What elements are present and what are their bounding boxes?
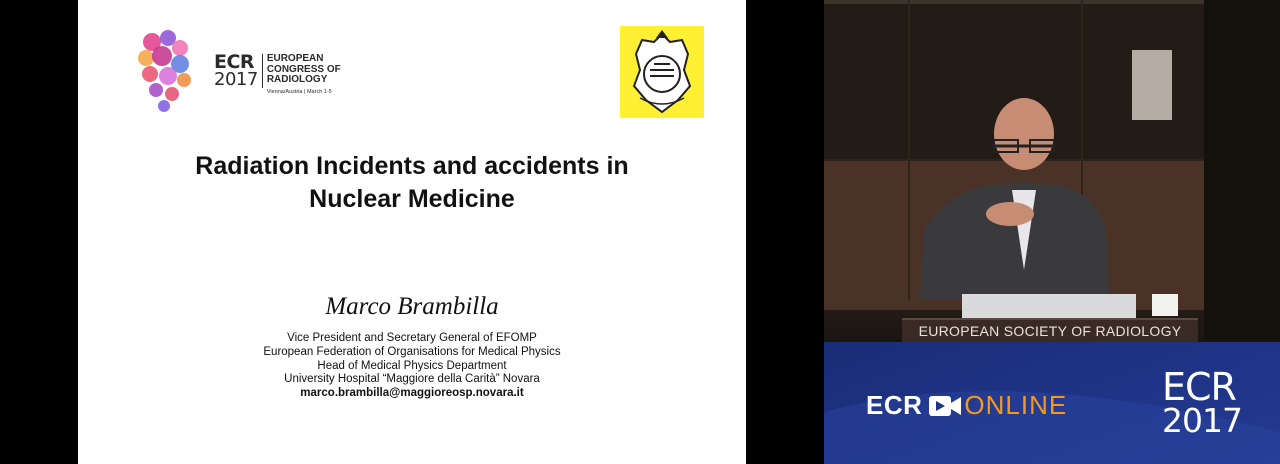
ecr-online-brand — [866, 390, 1067, 421]
speaker-video-frame — [824, 0, 1280, 342]
logo-line-1: EUROPEAN — [266, 53, 324, 64]
logo-line-2: CONGRESS OF — [266, 63, 341, 75]
affiliation-line: Head of Medical Physics Department — [317, 359, 507, 372]
ecr-online-banner — [824, 342, 1280, 464]
banner-year-text: 2017 — [1162, 401, 1242, 440]
author-affiliation — [78, 332, 746, 401]
university-seal-logo — [620, 26, 704, 118]
logo-location: Vienna/Austria | March 1-5 — [266, 88, 332, 95]
ecr-2017-logo — [134, 26, 344, 118]
logo-ecr-text: ECR — [214, 51, 255, 73]
slide-title-line-1: Radiation Incidents and accidents in — [195, 152, 629, 180]
logo-line-3: RADIOLOGY — [266, 74, 328, 85]
author-email: marco.brambilla@maggioreosp.novara.it — [300, 387, 524, 400]
slide-title-line-2: Nuclear Medicine — [309, 185, 515, 213]
ecr-flower-logo — [134, 26, 196, 114]
brand-ecr-text: ECR — [866, 390, 923, 420]
slide-title — [78, 150, 746, 216]
ecr-2017-mark — [1162, 365, 1242, 440]
affiliation-line: European Federation of Organisations for Medical Physics — [263, 345, 561, 358]
podium-sign: EUROPEAN SOCIETY OF RADIOLOGY — [902, 318, 1198, 342]
logo-year-text: 2017 — [214, 69, 258, 90]
affiliation-line: Vice President and Secretary General of EFOMP — [287, 332, 537, 344]
brand-online-text: ONLINE — [964, 390, 1068, 420]
author-name: Marco Brambilla — [325, 293, 499, 320]
presentation-slide — [78, 0, 746, 464]
banner-ecr-text: ECR — [1162, 365, 1236, 409]
video-camera-icon — [928, 393, 962, 419]
affiliation-line: University Hospital “Maggiore della Carità” Novara — [284, 373, 540, 386]
speaker-video — [824, 0, 1280, 342]
